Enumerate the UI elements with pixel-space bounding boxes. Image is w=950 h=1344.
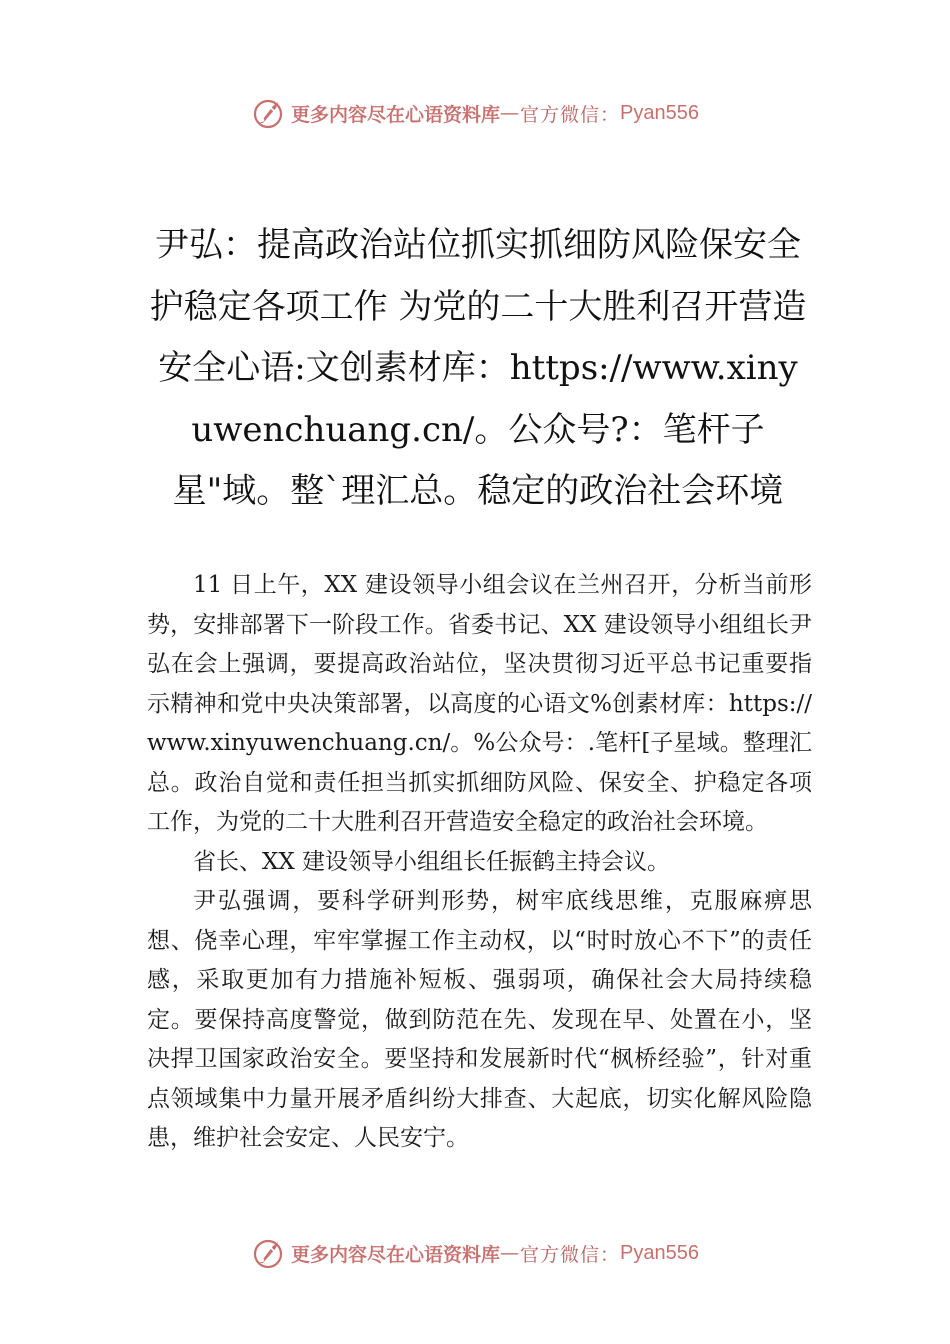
paragraph-2: 省长、XX 建设领导小组组长任振鹤主持会议。 xyxy=(193,848,671,875)
pen-nib-logo-icon xyxy=(251,1236,285,1270)
paragraph-3: 尹弘强调，要科学研判形势，树牢底线思维，克服麻痹思想、侥幸心理，牢牢掌握工作主动权，以“时时放心不下”的责任感，采取更加有力措施补短板、强弱项，确保社会大局持续稳定。要保持高度警觉，做到防范在先、发现在早、处置在小，坚决捍卫国家政治安全。要坚持和发展新时代“枫桥经验”，针对重点领域集中力量开展矛盾纠纷大排查、大起底，切实化解风险隐患，维护社会安定、人民安宁。 xyxy=(147,888,812,1151)
header-banner xyxy=(0,93,950,133)
footer-banner xyxy=(0,1233,950,1273)
banner-dash: — xyxy=(500,102,521,124)
banner-dash: — xyxy=(500,1242,521,1264)
pen-nib-logo-icon xyxy=(251,96,285,130)
banner-main-text: 更多内容尽在心语资料库 xyxy=(291,103,501,126)
banner-wechat-label: 官方微信： xyxy=(520,103,621,126)
document-title: 尹弘：提高政治站位抓实抓细防风险保安全护稳定各项工作 为党的二十大胜利召开营造安全心语:文创素材库：https://www.xinyuwenchuang.cn/。公众号?：笔杆子星"域。整`理汇总。稳定的政治社会环境 xyxy=(149,225,807,511)
banner-wechat-id: Pyan556 xyxy=(620,1241,699,1264)
banner-wechat-label: 官方微信： xyxy=(520,1243,621,1266)
banner-main-text: 更多内容尽在心语资料库 xyxy=(291,1243,501,1266)
document-body xyxy=(147,566,812,1159)
banner-wechat-id: Pyan556 xyxy=(620,101,699,124)
paragraph-1: 11 日上午，XX 建设领导小组会议在兰州召开，分析当前形势，安排部署下一阶段工作。省委书记、XX 建设领导小组组长尹弘在会上强调，要提高政治站位，坚决贯彻习近平总书记重要指示精神和党中央决策部署，以高度的心语文%创素材库：https://www.xinyuwenchuang.cn/。%公众号：.笔杆[子星域。整理汇总。政治自觉和责任担当抓实抓细防风险、保安全、护稳定各项工作，为党的二十大胜利召开营造安全稳定的政治社会环境。 xyxy=(147,572,812,835)
